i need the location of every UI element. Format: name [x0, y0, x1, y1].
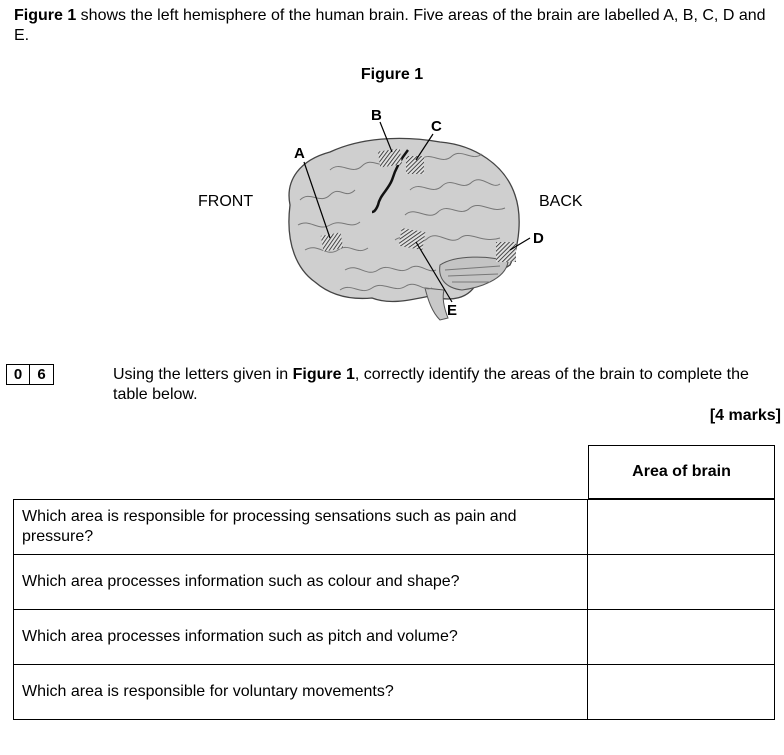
question-text-start: Using the letters given in — [113, 366, 293, 383]
answer-cell[interactable] — [588, 664, 775, 720]
question-number-digit: 0 — [6, 364, 30, 385]
area-d-patch — [496, 242, 516, 262]
label-c: C — [431, 118, 442, 135]
table-row — [13, 554, 775, 610]
answer-cell[interactable] — [588, 554, 775, 610]
label-e: E — [447, 302, 458, 319]
label-b: B — [371, 107, 382, 124]
answer-cell[interactable] — [588, 609, 775, 665]
table-row — [13, 499, 775, 555]
brain-diagram — [0, 0, 784, 340]
row-question: Which area is responsible for voluntary movements? — [13, 664, 588, 720]
marks-label: [4 marks] — [709, 407, 781, 424]
figure-title: Figure 1 — [360, 66, 424, 83]
label-a: A — [294, 145, 305, 162]
row-question: Which area processes information such as pitch and volume? — [13, 609, 588, 665]
answer-cell[interactable] — [588, 499, 775, 555]
intro-text: shows the left hemisphere of the human brain. Five areas of the brain are labelled A, B, C, D and E. — [14, 7, 766, 44]
question-number-digit: 6 — [30, 364, 54, 385]
table-header: Area of brain — [588, 445, 775, 499]
label-d: D — [533, 230, 544, 247]
table-row — [13, 664, 775, 720]
table-row — [13, 609, 775, 665]
area-b-patch — [378, 149, 402, 168]
intro-figure-ref: Figure 1 — [14, 7, 77, 24]
question-text-end: , correctly identify the areas of the brain to complete the table below. — [113, 366, 749, 403]
question-figure-ref: Figure 1 — [292, 366, 355, 383]
question-text — [113, 365, 783, 405]
question-number — [6, 364, 54, 385]
front-label: FRONT — [198, 193, 254, 210]
row-question: Which area is responsible for processing sensations such as pain and pressure? — [13, 499, 588, 555]
row-question: Which area processes information such as colour and shape? — [13, 554, 588, 610]
area-a-patch — [321, 232, 343, 251]
back-label: BACK — [539, 193, 583, 210]
area-c-patch — [406, 156, 424, 174]
